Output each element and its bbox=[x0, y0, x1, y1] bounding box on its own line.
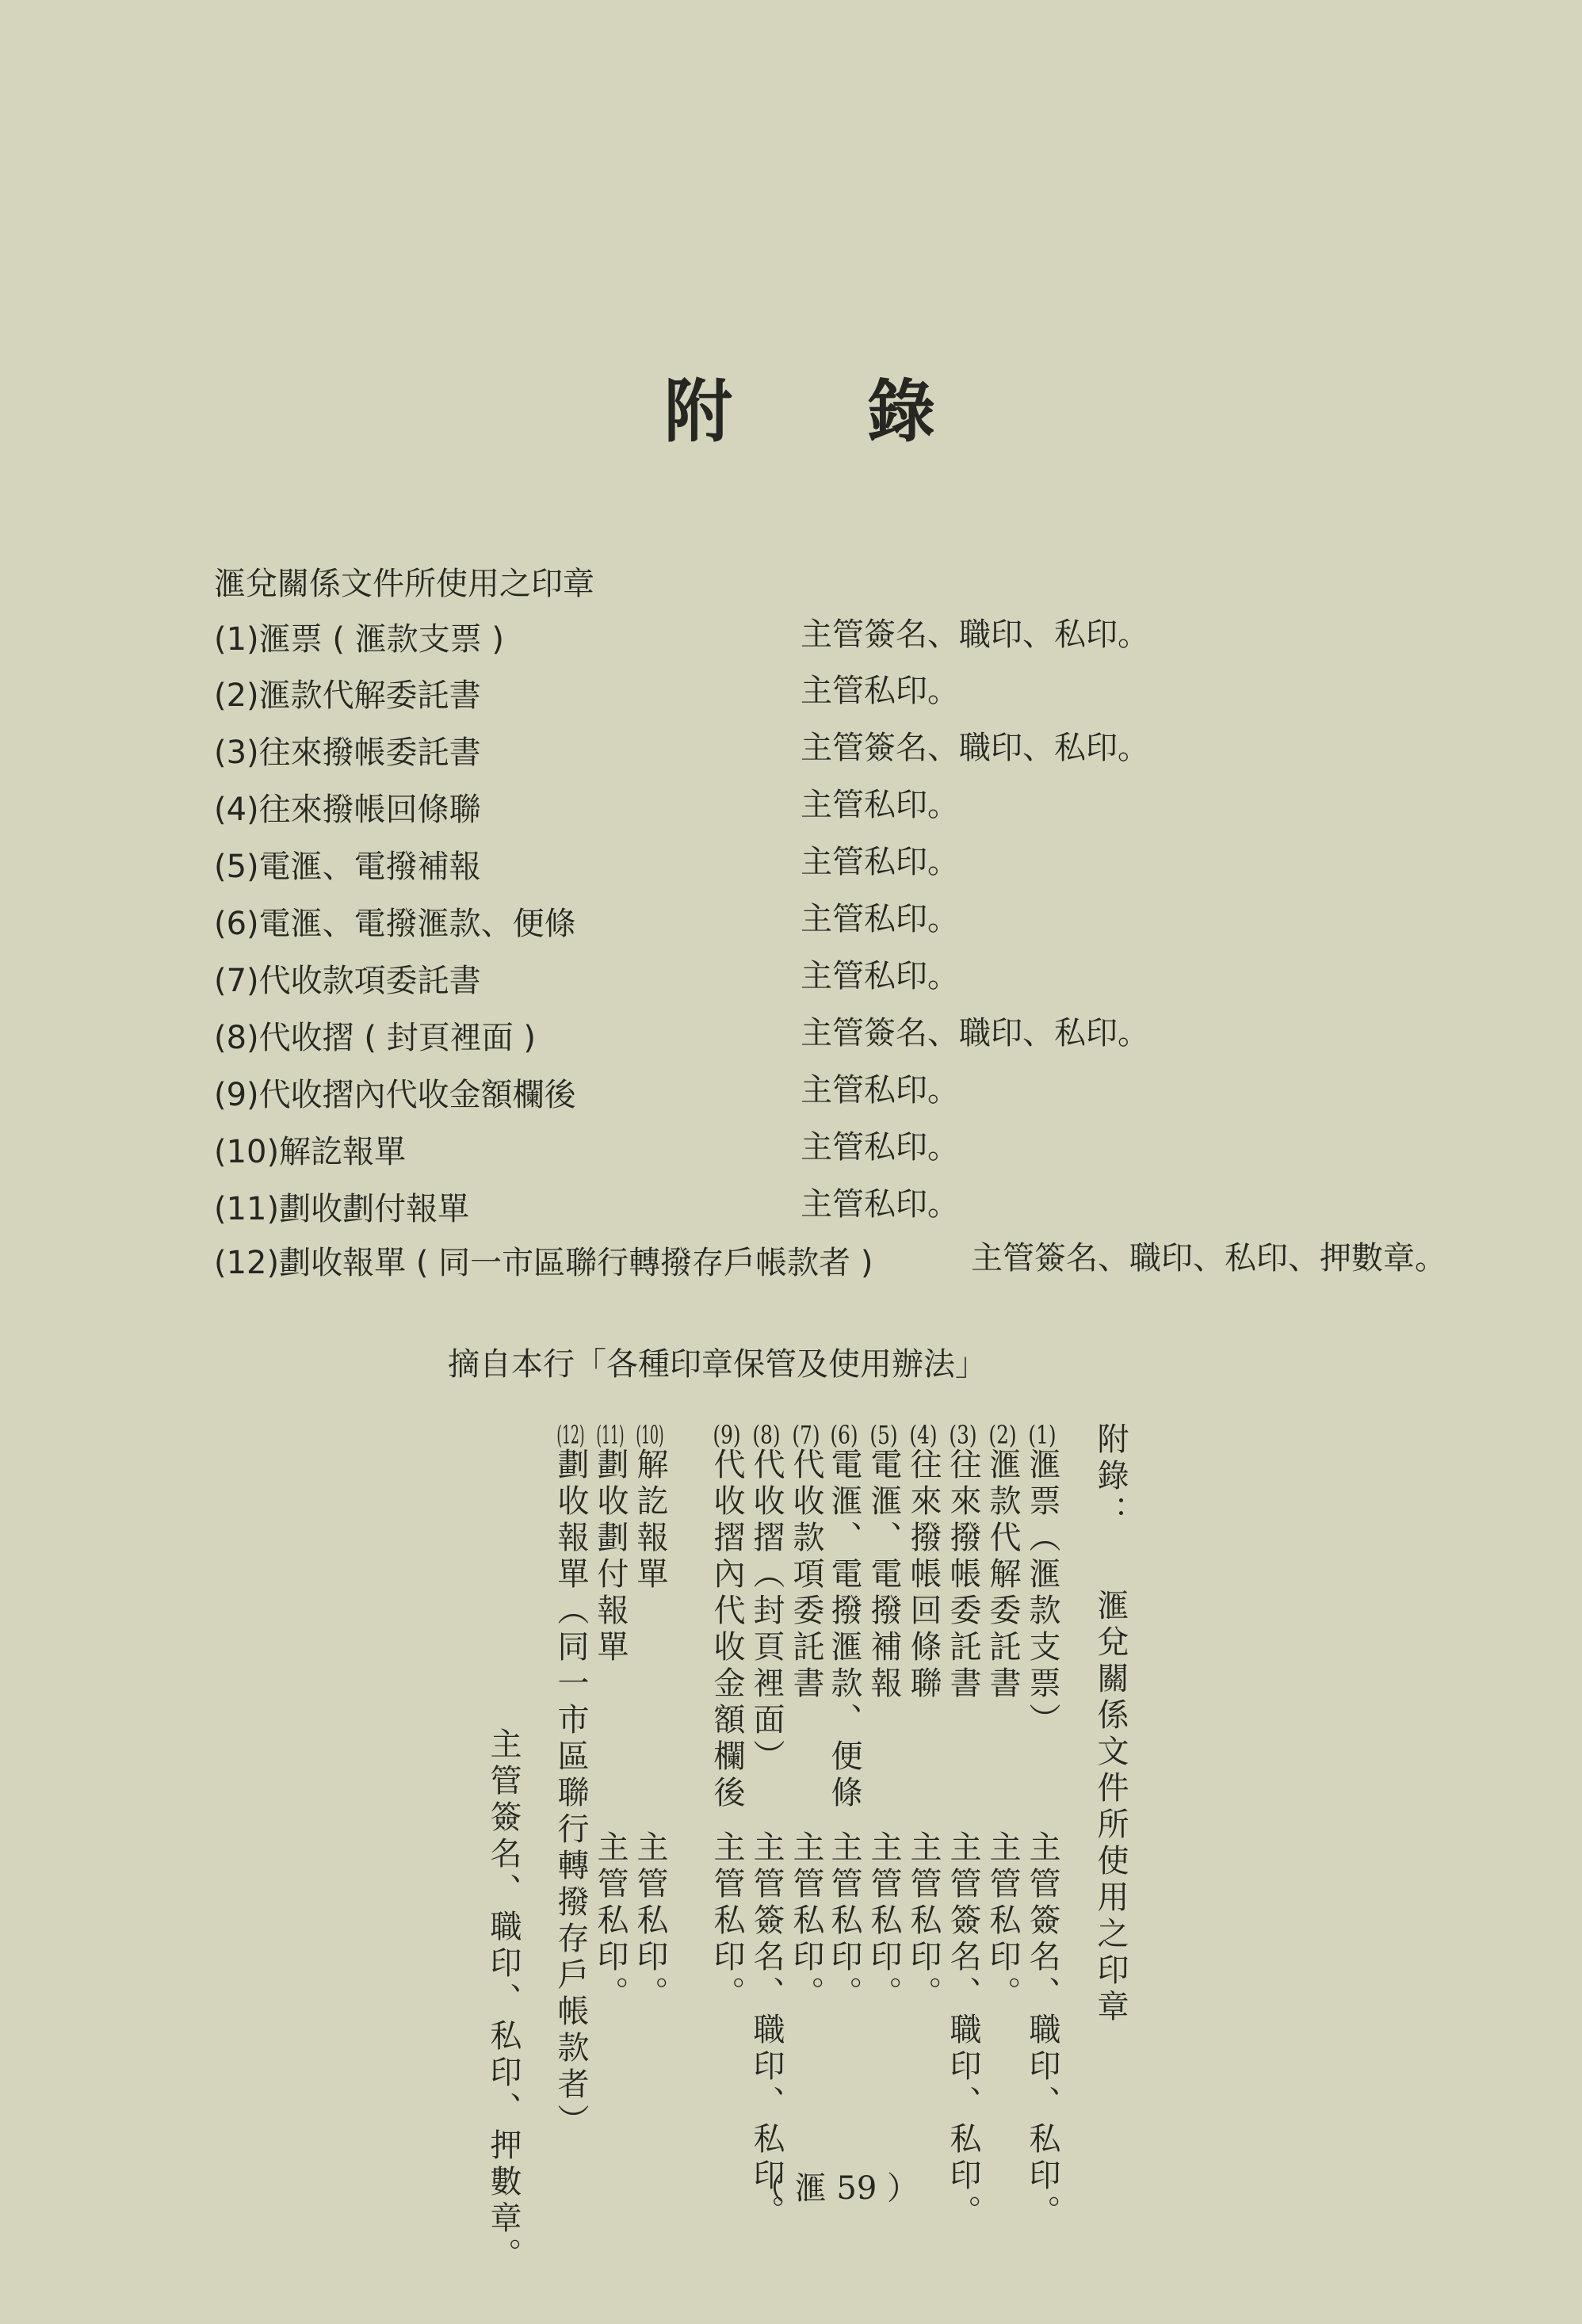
table-row-item: (5)電滙、電撥補報 bbox=[214, 849, 481, 885]
vertical-row-item-text: 滙票（滙款支票） bbox=[1024, 1448, 1060, 1739]
table-row-item: (6)電滙、電撥滙款、便條 bbox=[214, 906, 576, 942]
table-row-item: (11)劃收劃付報單 bbox=[214, 1191, 470, 1227]
vertical-row-number: (9) bbox=[713, 1422, 741, 1448]
vertical-row-item bbox=[592, 1422, 629, 1666]
table-row-item: (3)往來撥帳委託書 bbox=[214, 735, 481, 771]
vertical-row-item bbox=[984, 1422, 1021, 1703]
table-row-item: (1)滙票 ( 滙款支票 ) bbox=[214, 621, 505, 658]
table-row-seal: 主管私印。 bbox=[801, 1072, 959, 1109]
vertical-row-number: (6) bbox=[830, 1422, 858, 1448]
vertical-row-number: (12) bbox=[556, 1422, 585, 1448]
vertical-row-item-text: 滙款代解委託書 bbox=[984, 1448, 1021, 1703]
vertical-row-item-text: 電滙、電撥滙款、便條 bbox=[826, 1448, 862, 1812]
table-row-seal: 主管私印。 bbox=[801, 844, 959, 880]
vertical-row-number: (11) bbox=[596, 1422, 625, 1448]
vertical-row-item-text: 電滙、電撥補報 bbox=[866, 1448, 902, 1703]
vertical-row-item-text: 代收摺內代收金額欄後 bbox=[709, 1448, 745, 1812]
table-row-item: (4)往來撥帳回條聯 bbox=[214, 792, 481, 828]
vertical-row-seal: 主管私印。 bbox=[709, 1830, 745, 2013]
table-row-seal: 主管私印。 bbox=[801, 901, 959, 937]
table-row-item: (9)代收摺內代收金額欄後 bbox=[214, 1077, 576, 1113]
vertical-row-item-text: 劃收劃付報單 bbox=[592, 1448, 629, 1666]
vertical-row-item bbox=[1024, 1422, 1060, 1739]
vertical-row-item bbox=[866, 1422, 902, 1703]
vertical-row-seal: 主管簽名、職印、私印、押數章。 bbox=[485, 1727, 522, 2274]
vertical-row-item bbox=[905, 1422, 942, 1703]
vertical-row-item-text: 往來撥帳委託書 bbox=[945, 1448, 981, 1703]
vertical-row-number: (2) bbox=[988, 1422, 1017, 1448]
vertical-row-item-text: 往來撥帳回條聯 bbox=[905, 1448, 942, 1703]
vertical-row-number: (1) bbox=[1028, 1422, 1057, 1448]
table-row-seal: 主管簽名、職印、私印、押數章。 bbox=[971, 1240, 1446, 1276]
page-title-char-2: 錄 bbox=[867, 372, 935, 452]
vertical-row-item bbox=[552, 1422, 589, 2140]
vertical-row-number: (8) bbox=[752, 1422, 781, 1448]
vertical-row-item bbox=[945, 1422, 981, 1703]
table-row-seal: 主管簽名、職印、私印。 bbox=[801, 616, 1149, 653]
vertical-row-seal: 主管私印。 bbox=[592, 1830, 629, 2013]
source-caption: 摘自本行「各種印章保管及使用辦法」 bbox=[448, 1346, 987, 1383]
page-title-char-1: 附 bbox=[664, 372, 732, 452]
table-row-item: (7)代收款項委託書 bbox=[214, 963, 481, 999]
vertical-row-item bbox=[788, 1422, 824, 1703]
vertical-row-number: (5) bbox=[869, 1422, 898, 1448]
table-row-item: (10)解訖報單 bbox=[214, 1134, 407, 1170]
table-row-seal: 主管私印。 bbox=[801, 958, 959, 994]
vertical-row-seal: 主管私印。 bbox=[788, 1830, 824, 2013]
table-row-seal: 主管簽名、職印、私印。 bbox=[801, 1015, 1149, 1051]
vertical-row-seal: 主管私印。 bbox=[866, 1830, 902, 2013]
vertical-row-item-text: 解訖報單 bbox=[632, 1448, 668, 1593]
table-row-item: (8)代收摺 ( 封頁裡面 ) bbox=[214, 1020, 537, 1056]
horizontal-section-header: 滙兌關係文件所使用之印章 bbox=[214, 566, 594, 602]
vertical-section-header: 滙兌關係文件所使用之印章 bbox=[1092, 1589, 1129, 2026]
vertical-row-number: (10) bbox=[636, 1422, 664, 1448]
table-row-item: (12)劃收報單 ( 同一市區聯行轉撥存戶帳款者 ) bbox=[214, 1245, 873, 1281]
vertical-row-item-text: 代收摺（封頁裡面） bbox=[748, 1448, 785, 1776]
vertical-row-seal: 主管私印。 bbox=[984, 1830, 1021, 2013]
table-row-seal: 主管私印。 bbox=[801, 673, 959, 709]
vertical-row-number: (4) bbox=[909, 1422, 938, 1448]
vertical-row-item bbox=[709, 1422, 745, 1812]
vertical-row-seal: 主管簽名、職印、私印。 bbox=[748, 1830, 785, 2231]
table-row-item: (2)滙款代解委託書 bbox=[214, 677, 481, 714]
vertical-row-item bbox=[632, 1422, 668, 1593]
vertical-row-seal: 主管簽名、職印、私印。 bbox=[1024, 1830, 1060, 2231]
vertical-row-seal: 主管私印。 bbox=[632, 1830, 668, 2013]
vertical-row-seal: 主管簽名、職印、私印。 bbox=[945, 1830, 981, 2231]
vertical-row-number: (3) bbox=[949, 1422, 977, 1448]
page-number: （ 滙 59 ） bbox=[753, 2170, 919, 2207]
table-row-seal: 主管私印。 bbox=[801, 1129, 959, 1166]
vertical-row-item bbox=[826, 1422, 862, 1812]
table-row-seal: 主管私印。 bbox=[801, 787, 959, 823]
table-row-seal: 主管私印。 bbox=[801, 1186, 959, 1223]
vertical-row-seal: 主管私印。 bbox=[826, 1830, 862, 2013]
vertical-row-item-text: 劃收報單（同一市區聯行轉撥存戶帳款者） bbox=[552, 1448, 589, 2140]
table-row-seal: 主管簽名、職印、私印。 bbox=[801, 730, 1149, 766]
vertical-row-item bbox=[748, 1422, 785, 1776]
vertical-row-seal: 主管私印。 bbox=[905, 1830, 942, 2013]
vertical-row-item-text: 代收款項委託書 bbox=[788, 1448, 824, 1703]
vertical-row-number: (7) bbox=[792, 1422, 820, 1448]
vertical-appendix-label: 附錄： bbox=[1092, 1422, 1129, 1532]
